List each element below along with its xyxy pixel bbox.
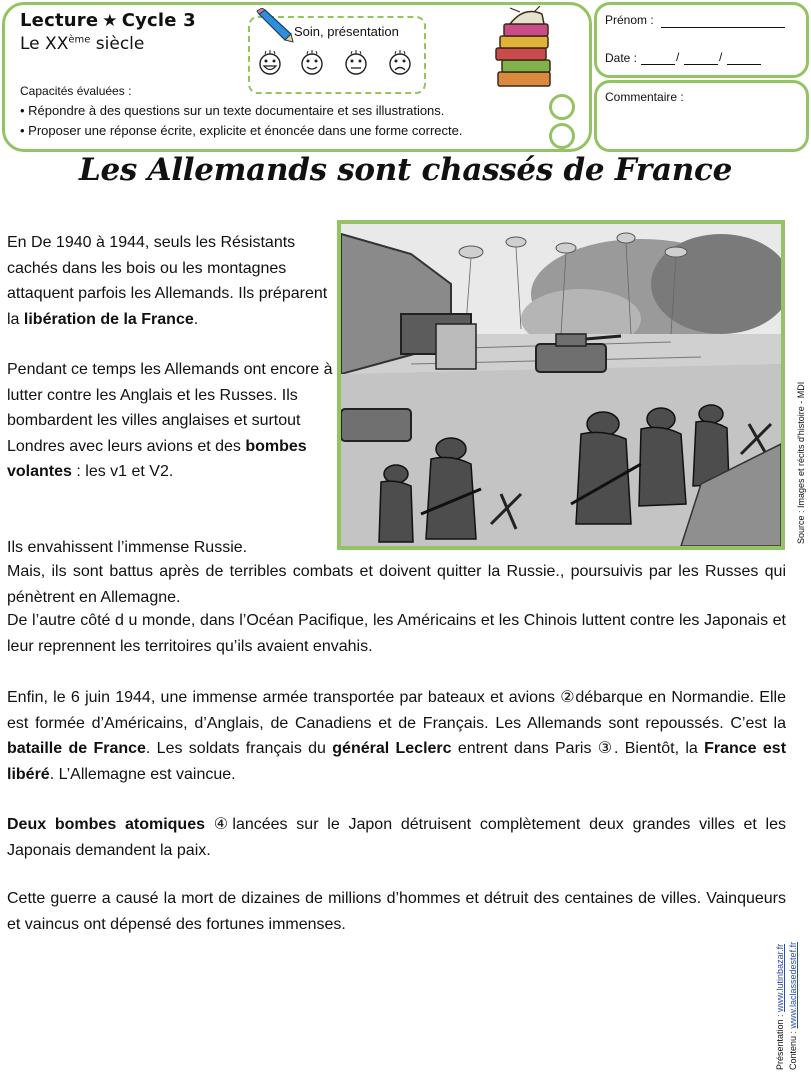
face-sad-icon[interactable] [386,50,414,78]
date-month-field[interactable] [684,63,718,65]
capacity-item-1: • Répondre à des questions sur un texte documentaire et ses illustrations. [20,103,445,118]
paragraph-normandy: Enfin, le 6 juin 1944, une immense armée transportée par bateaux et avions ②débarque en Normandie. Elle est formée d’Américains, d’Anglais, de Canadiens et de Français. Les Allemands sont repoussés. C’est la bataille de France. Les soldats français du général Leclerc entrent dans Paris ③. Bientôt, la France est libéré. L’Allemagne est vaincue. [7,689,787,783]
books-stack-icon [490,6,558,92]
capacity-item-2: • Proposer une réponse écrite, explicite et énoncée dans une forme correcte. [20,123,463,138]
date-separator-1: / [676,50,680,64]
paragraph-pacific: De l’autre côté d u monde, dans l’Océan Pacifique, les Américains et les Chinois luttent contre les Japonais et leur reprennent les territoires qu’ils avaient envahis. [7,612,786,655]
capacity-2-check-circle[interactable] [549,123,575,149]
pencil-icon [255,8,295,44]
date-year-field[interactable] [727,63,761,65]
landing-drawing [341,224,781,546]
illustration-normandy-landing [337,220,785,550]
capacities-title: Capacités évaluées : [20,84,132,98]
date-separator-2: / [719,50,723,64]
theme-title: Le XXème siècle [20,34,145,54]
credit-content: Contenu : www.laclassedestef.fr [788,941,798,1070]
star-icon: ★ [102,11,118,31]
paragraph-russia-line1: Ils envahissent l’immense Russie. [7,539,248,556]
credit-presentation: Présentation : www.lutinbazar.fr [775,943,785,1070]
paragraph-conclusion: Cette guerre a causé la mort de dizaines de millions d’hommes et détruit des centaines de villes. Vainqueurs et vaincus ont dépensé des fortunes immenses. [7,890,786,933]
face-happy-icon[interactable] [298,50,326,78]
first-name-label: Prénom : [605,13,654,27]
presentation-label: Soin, présentation [294,24,399,39]
paragraph-atomic-bombs: Deux bombes atomiques ④lancées sur le Japon détruisent complètement deux grandes villes et les Japonais demandent la paix. [7,816,787,859]
date-label: Date : [605,51,638,65]
face-very-happy-icon[interactable] [256,50,284,78]
comment-label: Commentaire : [605,90,684,104]
paragraph-bombing: Pendant ce temps les Allemands ont encore à lutter contre les Anglais et les Russes. Ils bombardent les villes anglaises et surtout Londres avec leurs avions et des bombes volantes : les v1 et V2. [7,361,333,480]
subject-title: Lecture ★ Cycle 3 [20,10,196,31]
face-neutral-icon[interactable] [342,50,370,78]
paragraph-russia: Mais, ils sont battus après de terribles combats et doivent quitter la Russie., poursuivis par les Russes qui pénètrent en Allemagne. [7,563,786,606]
credit-content-link[interactable]: www.laclassedestef.fr [788,941,798,1029]
page-title: Les Allemands sont chassés de France [78,152,732,188]
first-name-field[interactable] [661,26,785,28]
credit-presentation-link[interactable]: www.lutinbazar.fr [775,943,785,1012]
image-source-caption: Source : Images et récits d'histoire - MDI [796,381,806,544]
paragraph-resistance: En De 1940 à 1944, seuls les Résistants cachés dans les bois ou les montagnes attaquent parfois les Allemands. Ils préparent la libération de la France. [7,234,328,328]
capacity-1-check-circle[interactable] [549,94,575,120]
date-day-field[interactable] [641,63,675,65]
